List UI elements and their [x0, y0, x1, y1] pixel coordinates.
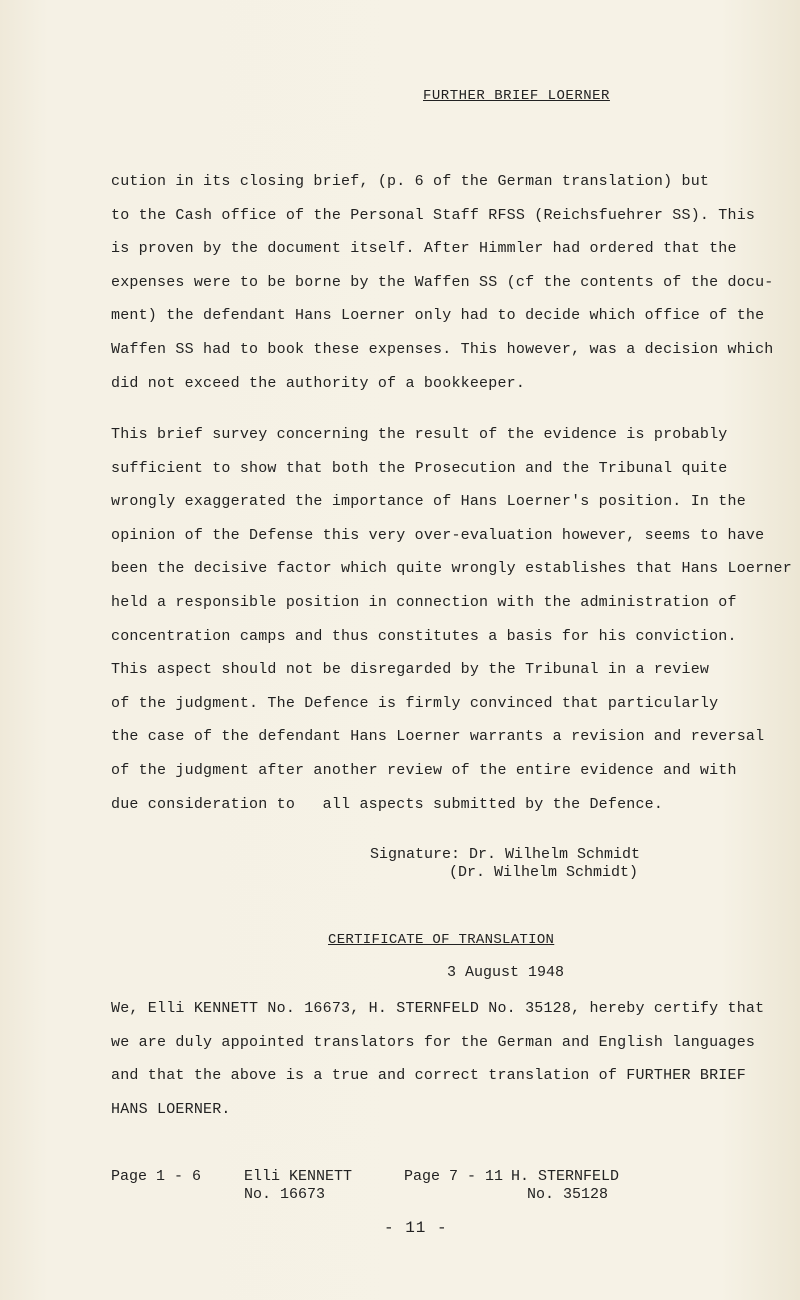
footer-right-pages: [404, 1168, 503, 1186]
certificate-date: 3 August 1948: [447, 964, 565, 981]
page-header-title: FURTHER BRIEF LOERNER: [423, 88, 610, 104]
certificate-body: [111, 992, 765, 1126]
text-line: due consideration to all aspects submitted by the Defence.: [111, 795, 664, 813]
footer-page-range: Page 1 - 6: [111, 1168, 202, 1185]
footer-page-range: Page 7 - 11: [404, 1168, 504, 1185]
text-line: opinion of the Defense this very over-evaluation however, seems to have: [111, 526, 765, 544]
text-line: wrongly exaggerated the importance of Hans Loerner's position. In the: [111, 493, 746, 511]
text-line: HANS LOERNER.: [111, 1100, 231, 1118]
footer-left-translator: [244, 1168, 352, 1204]
translator-number: No. 35128: [527, 1186, 609, 1203]
text-line: of the judgment after another review of the entire evidence and with: [111, 761, 737, 779]
page-number: - 11 -: [384, 1219, 448, 1237]
text-line: cution in its closing brief, (p. 6 of the German translation) but: [111, 173, 710, 190]
paragraph-1: [111, 165, 774, 400]
translator-number: No. 16673: [244, 1186, 326, 1203]
text-line: ment) the defendant Hans Loerner only had to decide which office of the: [111, 307, 765, 325]
text-line: the case of the defendant Hans Loerner warrants a revision and reversal: [111, 728, 765, 746]
paragraph-2: [111, 418, 792, 821]
text-line: is proven by the document itself. After Himmler had ordered that the: [111, 240, 737, 258]
signature-name: (Dr. Wilhelm Schmidt): [449, 864, 639, 881]
text-line: to the Cash office of the Personal Staff RFSS (Reichsfuehrer SS). This: [111, 206, 756, 224]
text-line: expenses were to be borne by the Waffen SS (cf the contents of the docu-: [111, 273, 774, 291]
text-line: and that the above is a true and correct translation of FURTHER BRIEF: [111, 1067, 746, 1085]
footer-right-translator: [511, 1168, 619, 1204]
text-line: This aspect should not be disregarded by the Tribunal in a review: [111, 661, 710, 679]
text-line: been the decisive factor which quite wrongly establishes that Hans Loerner: [111, 560, 792, 578]
text-line: sufficient to show that both the Prosecution and the Tribunal quite: [111, 459, 728, 477]
signature-line: Signature: Dr. Wilhelm Schmidt: [370, 846, 641, 863]
text-line: we are duly appointed translators for the German and English languages: [111, 1033, 756, 1051]
footer-left-pages: [111, 1168, 201, 1186]
signature-block: [370, 846, 640, 882]
translator-name: H. STERNFELD: [511, 1168, 620, 1185]
translator-name: Elli KENNETT: [244, 1168, 353, 1185]
text-line: Waffen SS had to book these expenses. This however, was a decision which: [111, 340, 774, 358]
text-line: of the judgment. The Defence is firmly convinced that particularly: [111, 694, 719, 712]
text-line: concentration camps and thus constitutes a basis for his conviction.: [111, 627, 737, 645]
text-line: held a responsible position in connection with the administration of: [111, 593, 737, 611]
text-line: did not exceed the authority of a bookkeeper.: [111, 374, 526, 392]
certificate-title: CERTIFICATE OF TRANSLATION: [328, 932, 555, 948]
text-line: We, Elli KENNETT No. 16673, H. STERNFELD No. 35128, hereby certify that: [111, 1000, 765, 1017]
text-line: This brief survey concerning the result of the evidence is probably: [111, 426, 728, 443]
